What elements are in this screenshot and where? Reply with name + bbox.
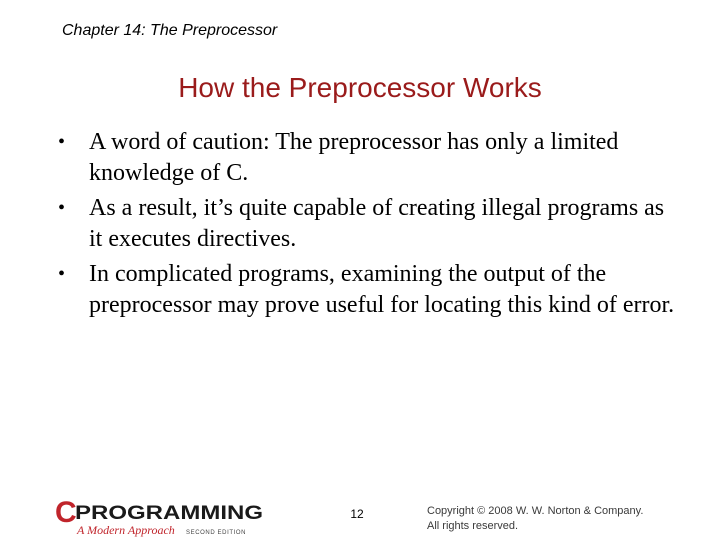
bullet-marker: • [58, 197, 66, 219]
page-number: 12 [350, 507, 364, 521]
copyright-line: All rights reserved. [427, 520, 519, 532]
logo-edition: SECOND EDITION [186, 530, 247, 536]
bullet-marker: • [58, 131, 66, 153]
copyright-notice [427, 504, 643, 534]
book-logo [55, 498, 267, 540]
bullet-item [58, 127, 678, 189]
bullet-text: As a result, it’s quite capable of creating illegal programs as it executes directives. [89, 195, 665, 252]
bullet-item [58, 193, 678, 255]
bullet-text: In complicated programs, examining the output of the preprocessor may prove useful for locating this kind of error. [89, 261, 675, 318]
logo-subtitle: A Modern Approach [77, 523, 175, 537]
bullet-text: A word of caution: The preprocessor has only a limited knowledge of C. [89, 129, 619, 186]
bullet-list [58, 127, 678, 325]
slide-title: How the Preprocessor Works [178, 72, 542, 103]
logo-letter: C [55, 498, 77, 529]
chapter-heading: Chapter 14: The Preprocessor [62, 22, 278, 39]
logo-word: PROGRAMMING [75, 503, 263, 524]
bullet-item [58, 259, 678, 321]
bullet-marker: • [58, 263, 66, 285]
copyright-line: Copyright © 2008 W. W. Norton & Company. [427, 505, 644, 517]
